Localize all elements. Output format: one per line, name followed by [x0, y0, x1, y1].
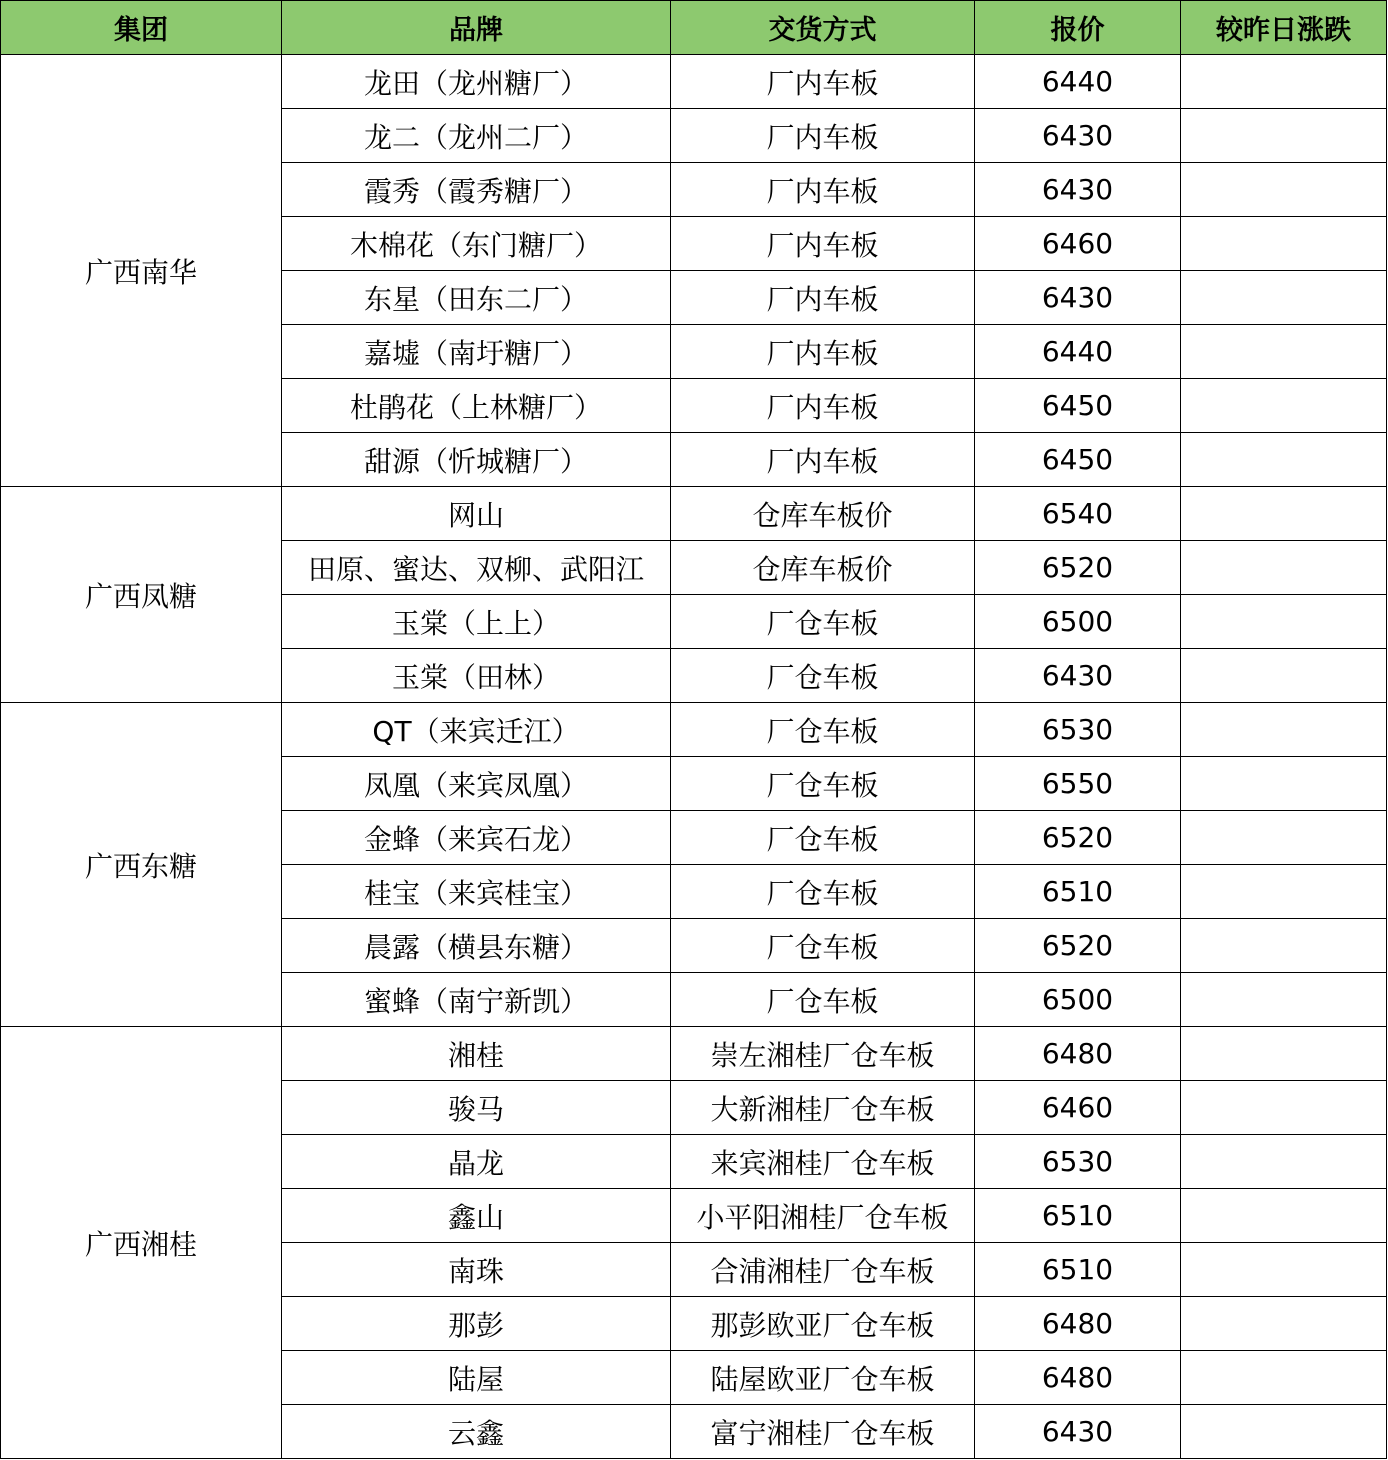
brand-cell: 龙二（龙州二厂） [282, 109, 671, 163]
change-cell [1181, 1297, 1387, 1351]
brand-cell: 南珠 [282, 1243, 671, 1297]
change-cell [1181, 1405, 1387, 1459]
brand-cell: 那彭 [282, 1297, 671, 1351]
change-cell [1181, 379, 1387, 433]
price-cell: 6520 [975, 811, 1181, 865]
price-cell: 6460 [975, 217, 1181, 271]
brand-cell: 霞秀（霞秀糖厂） [282, 163, 671, 217]
group-name-cell: 广西凤糖 [1, 487, 282, 703]
change-cell [1181, 1189, 1387, 1243]
delivery-cell: 大新湘桂厂仓车板 [671, 1081, 975, 1135]
delivery-cell: 仓库车板价 [671, 541, 975, 595]
delivery-cell: 来宾湘桂厂仓车板 [671, 1135, 975, 1189]
price-cell: 6520 [975, 541, 1181, 595]
brand-cell: 玉棠（田林） [282, 649, 671, 703]
brand-cell: 云鑫 [282, 1405, 671, 1459]
change-cell [1181, 1135, 1387, 1189]
change-cell [1181, 163, 1387, 217]
change-cell [1181, 271, 1387, 325]
change-cell [1181, 757, 1387, 811]
brand-cell: 陆屋 [282, 1351, 671, 1405]
price-cell: 6430 [975, 109, 1181, 163]
delivery-cell: 厂内车板 [671, 433, 975, 487]
price-cell: 6450 [975, 433, 1181, 487]
delivery-cell: 厂内车板 [671, 379, 975, 433]
price-cell: 6540 [975, 487, 1181, 541]
brand-cell: 鑫山 [282, 1189, 671, 1243]
brand-cell: 蜜蜂（南宁新凯） [282, 973, 671, 1027]
price-cell: 6440 [975, 55, 1181, 109]
change-cell [1181, 973, 1387, 1027]
price-cell: 6460 [975, 1081, 1181, 1135]
delivery-cell: 厂内车板 [671, 109, 975, 163]
group-name-cell: 广西南华 [1, 55, 282, 487]
price-cell: 6480 [975, 1027, 1181, 1081]
delivery-cell: 厂内车板 [671, 55, 975, 109]
delivery-cell: 小平阳湘桂厂仓车板 [671, 1189, 975, 1243]
price-cell: 6480 [975, 1297, 1181, 1351]
group-name-cell: 广西湘桂 [1, 1027, 282, 1459]
table-row [1, 1027, 1387, 1081]
brand-cell: 晶龙 [282, 1135, 671, 1189]
group-name-cell: 广西东糖 [1, 703, 282, 1027]
change-cell [1181, 1351, 1387, 1405]
price-cell: 6430 [975, 1405, 1181, 1459]
delivery-cell: 厂仓车板 [671, 649, 975, 703]
price-cell: 6550 [975, 757, 1181, 811]
change-cell [1181, 1243, 1387, 1297]
delivery-cell: 那彭欧亚厂仓车板 [671, 1297, 975, 1351]
brand-cell: 桂宝（来宾桂宝） [282, 865, 671, 919]
header-brand: 品牌 [282, 1, 671, 55]
delivery-cell: 厂仓车板 [671, 865, 975, 919]
change-cell [1181, 1081, 1387, 1135]
change-cell [1181, 109, 1387, 163]
price-cell: 6450 [975, 379, 1181, 433]
delivery-cell: 厂仓车板 [671, 919, 975, 973]
delivery-cell: 厂内车板 [671, 163, 975, 217]
delivery-cell: 厂仓车板 [671, 595, 975, 649]
price-cell: 6430 [975, 649, 1181, 703]
change-cell [1181, 919, 1387, 973]
table-row [1, 55, 1387, 109]
brand-cell: 杜鹃花（上林糖厂） [282, 379, 671, 433]
delivery-cell: 厂仓车板 [671, 703, 975, 757]
price-cell: 6430 [975, 271, 1181, 325]
delivery-cell: 崇左湘桂厂仓车板 [671, 1027, 975, 1081]
brand-cell: 晨露（横县东糖） [282, 919, 671, 973]
delivery-cell: 厂内车板 [671, 325, 975, 379]
table-body [1, 55, 1387, 1459]
brand-cell: 金蜂（来宾石龙） [282, 811, 671, 865]
price-cell: 6440 [975, 325, 1181, 379]
change-cell [1181, 1027, 1387, 1081]
brand-cell: 东星（田东二厂） [282, 271, 671, 325]
price-cell: 6480 [975, 1351, 1181, 1405]
table-row [1, 487, 1387, 541]
price-cell: 6430 [975, 163, 1181, 217]
header-change: 较昨日涨跌 [1181, 1, 1387, 55]
delivery-cell: 厂仓车板 [671, 811, 975, 865]
brand-cell: 嘉墟（南圩糖厂） [282, 325, 671, 379]
header-group: 集团 [1, 1, 282, 55]
change-cell [1181, 811, 1387, 865]
price-cell: 6500 [975, 973, 1181, 1027]
brand-cell: 玉棠（上上） [282, 595, 671, 649]
brand-cell: 田原、蜜达、双柳、武阳江 [282, 541, 671, 595]
brand-cell: 骏马 [282, 1081, 671, 1135]
delivery-cell: 厂内车板 [671, 271, 975, 325]
brand-cell: 木棉花（东门糖厂） [282, 217, 671, 271]
change-cell [1181, 649, 1387, 703]
delivery-cell: 合浦湘桂厂仓车板 [671, 1243, 975, 1297]
delivery-cell: 陆屋欧亚厂仓车板 [671, 1351, 975, 1405]
header-row [1, 1, 1387, 55]
price-cell: 6500 [975, 595, 1181, 649]
brand-cell: 龙田（龙州糖厂） [282, 55, 671, 109]
change-cell [1181, 541, 1387, 595]
delivery-cell: 厂仓车板 [671, 973, 975, 1027]
change-cell [1181, 217, 1387, 271]
delivery-cell: 厂仓车板 [671, 757, 975, 811]
price-cell: 6530 [975, 703, 1181, 757]
change-cell [1181, 433, 1387, 487]
change-cell [1181, 55, 1387, 109]
brand-cell: 网山 [282, 487, 671, 541]
brand-cell: 甜源（忻城糖厂） [282, 433, 671, 487]
delivery-cell: 富宁湘桂厂仓车板 [671, 1405, 975, 1459]
change-cell [1181, 703, 1387, 757]
price-cell: 6510 [975, 1243, 1181, 1297]
brand-cell: 湘桂 [282, 1027, 671, 1081]
price-cell: 6530 [975, 1135, 1181, 1189]
brand-cell: QT（来宾迁江） [282, 703, 671, 757]
brand-cell: 凤凰（来宾凤凰） [282, 757, 671, 811]
change-cell [1181, 325, 1387, 379]
table-row [1, 703, 1387, 757]
change-cell [1181, 487, 1387, 541]
price-cell: 6510 [975, 865, 1181, 919]
header-delivery: 交货方式 [671, 1, 975, 55]
change-cell [1181, 865, 1387, 919]
delivery-cell: 仓库车板价 [671, 487, 975, 541]
delivery-cell: 厂内车板 [671, 217, 975, 271]
price-cell: 6510 [975, 1189, 1181, 1243]
header-price: 报价 [975, 1, 1181, 55]
change-cell [1181, 595, 1387, 649]
price-cell: 6520 [975, 919, 1181, 973]
